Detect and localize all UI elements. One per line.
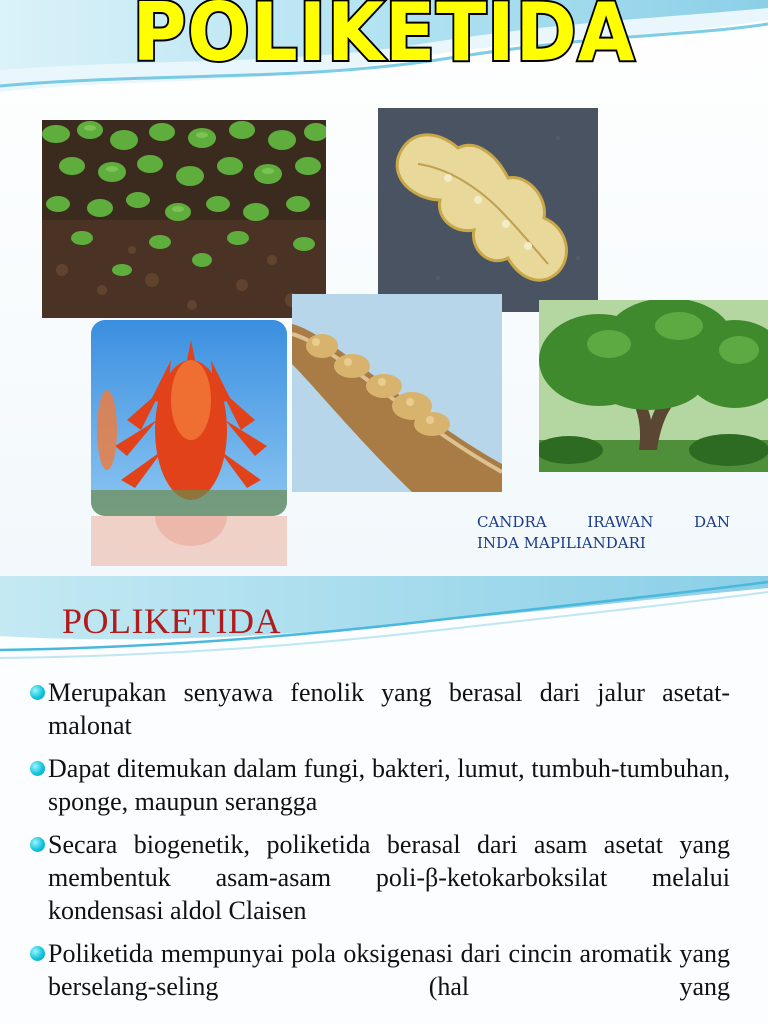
list-item xyxy=(30,752,730,818)
list-item xyxy=(30,828,730,927)
aloe-reflection xyxy=(91,516,287,566)
bullet-dot-icon xyxy=(30,946,45,961)
author-word: CANDRA xyxy=(477,513,547,531)
bullet-text: Merupakan senyawa fenolik yang berasal dari jalur asetat-malonat xyxy=(48,678,730,740)
bullet-text: Dapat ditemukan dalam fungi, bakteri, lumut, tumbuh-tumbuhan, sponge, maupun serangga xyxy=(48,754,730,816)
author-word: DAN xyxy=(694,513,730,531)
aloe-flower-photo xyxy=(91,320,287,516)
bullet-text: Poliketida mempunyai pola oksigenasi dari cincin aromatik yang berselang-seling (hal yang xyxy=(48,939,730,1001)
list-item xyxy=(30,937,730,1003)
author-word: IRAWAN xyxy=(587,513,654,531)
bullet-dot-icon xyxy=(30,837,45,852)
bullet-dot-icon xyxy=(30,685,45,700)
authors xyxy=(477,512,730,554)
sea-slug-photo xyxy=(378,108,598,312)
tree-photo xyxy=(539,300,768,472)
culture-tube-photo xyxy=(292,294,502,492)
slide-title: POLIKETIDA xyxy=(62,601,281,641)
bullet-text: Secara biogenetik, poliketida berasal dari asam asetat yang membentuk asam-asam poli-β-ketokarboksilat melalui kondensasi aldol Claisen xyxy=(48,830,730,925)
bullet-dot-icon xyxy=(30,761,45,776)
authors-line-1 xyxy=(477,512,730,533)
seedlings-photo xyxy=(42,120,326,318)
list-item xyxy=(30,676,730,742)
content-slide xyxy=(0,576,768,1024)
bullet-list xyxy=(30,676,730,1013)
authors-line-2: INDA MAPILIANDARI xyxy=(477,534,646,552)
main-title: POLIKETIDA xyxy=(132,0,636,79)
